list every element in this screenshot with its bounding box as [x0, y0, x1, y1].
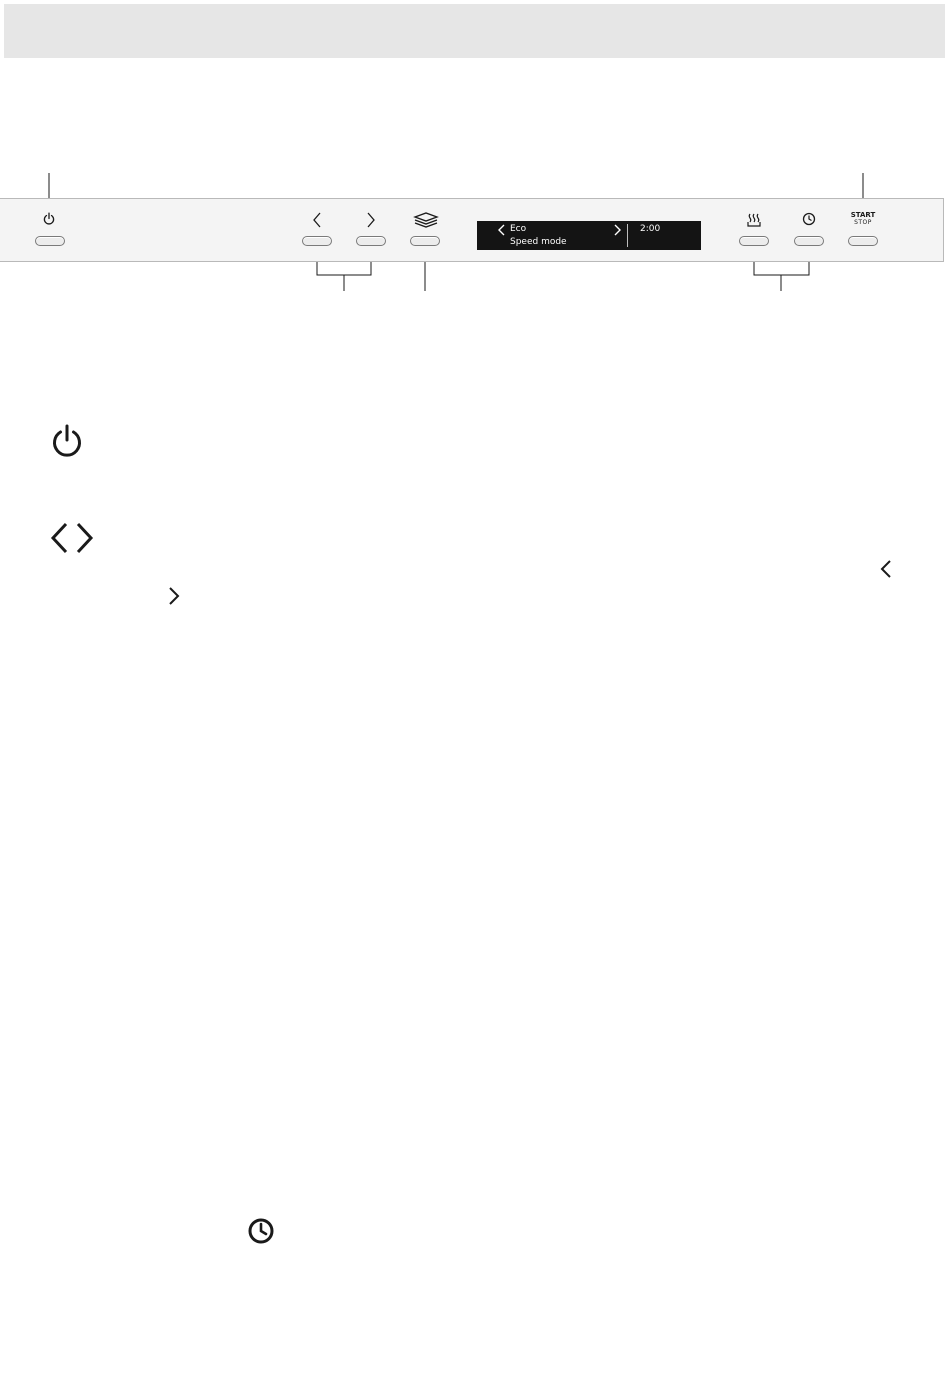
display-mode: Speed mode	[510, 237, 567, 247]
start-stop-button[interactable]	[848, 236, 878, 246]
previous-program-button[interactable]	[302, 236, 332, 246]
program-display	[477, 221, 701, 250]
delay-timer-button[interactable]	[794, 236, 824, 246]
clock-icon	[802, 212, 816, 226]
power-icon	[50, 424, 84, 460]
display-program-name: Eco	[510, 224, 527, 234]
power-button[interactable]	[35, 236, 65, 246]
display-time: 2:00	[640, 224, 661, 234]
program-options-button[interactable]	[410, 236, 440, 246]
chevron-right-icon	[166, 586, 182, 606]
display-separator	[627, 224, 628, 247]
drying-button[interactable]	[739, 236, 769, 246]
start-label: START	[850, 211, 876, 219]
clock-icon	[247, 1217, 275, 1245]
chevron-left-right-icon	[50, 522, 94, 554]
next-program-button[interactable]	[356, 236, 386, 246]
drying-heat-icon	[746, 212, 762, 228]
chevron-left-icon	[878, 559, 894, 579]
power-icon	[42, 212, 56, 226]
program-layers-icon	[413, 212, 439, 228]
display-chevron-left-icon	[496, 224, 506, 236]
stop-label: STOP	[854, 219, 872, 226]
chevron-left-icon	[311, 212, 323, 228]
control-panel	[0, 198, 944, 262]
display-chevron-right-icon	[613, 224, 623, 236]
chevron-right-icon	[365, 212, 377, 228]
